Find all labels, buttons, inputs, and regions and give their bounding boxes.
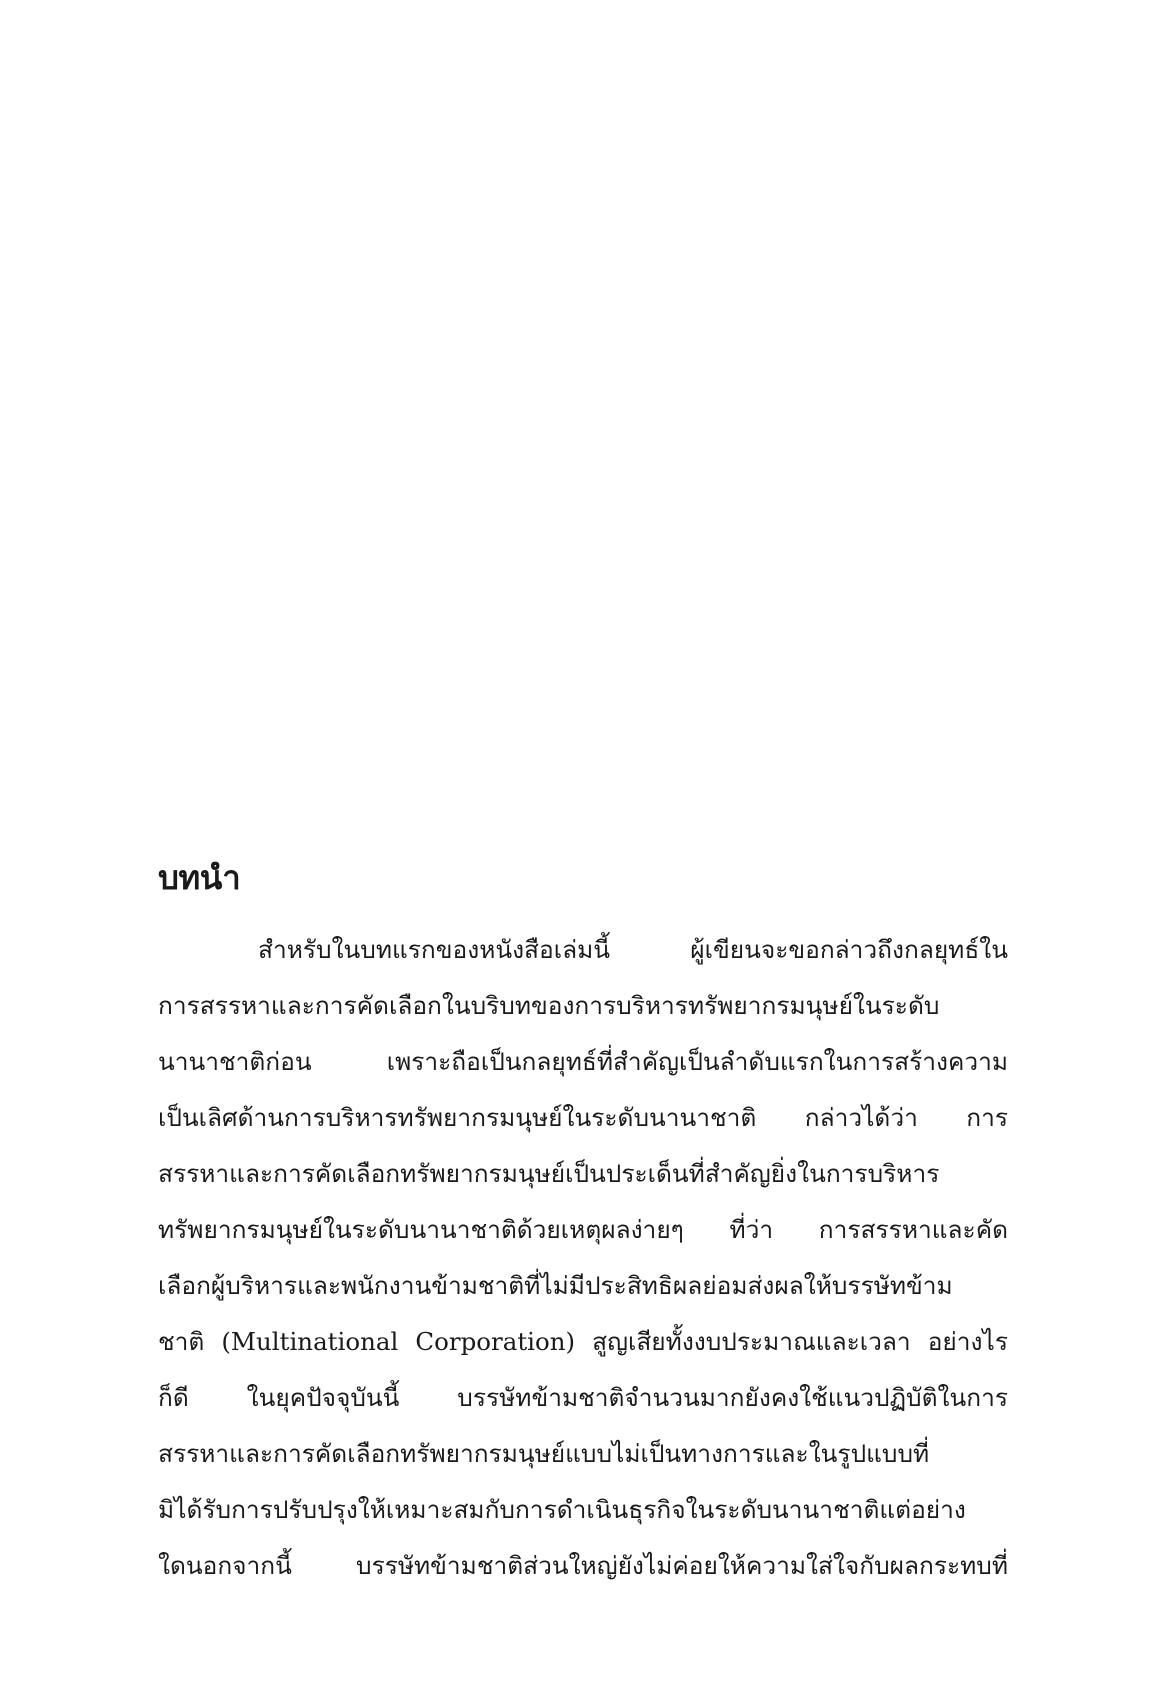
- paragraph-line: ทรัพยากรมนุษย์ในระดับนานาชาติด้วยเหตุผลง่ายๆ ที่ว่า การสรรหาและคัด: [158, 1215, 1008, 1244]
- paragraph-line: มิได้รับการปรับปรุงให้เหมาะสมกับการดำเนินธุรกิจในระดับนานาชาติแต่อย่าง: [158, 1495, 966, 1524]
- body-paragraph: [158, 922, 1008, 1594]
- paragraph-line: นานาชาติก่อน เพราะถือเป็นกลยุทธ์ที่สำคัญเป็นลำดับแรกในการสร้างความ: [158, 1047, 1008, 1076]
- paragraph-line: สำหรับในบทแรกของหนังสือเล่มนี้ ผู้เขียนจะขอกล่าวถึงกลยุทธ์ใน: [258, 935, 1008, 964]
- paragraph-line: การสรรหาและการคัดเลือกในบริบทของการบริหารทรัพยากรมนุษย์ในระดับ: [158, 991, 940, 1020]
- paragraph-line: ชาติ (Multinational Corporation) สูญเสียทั้งงบประมาณและเวลา อย่างไร: [158, 1327, 1008, 1356]
- paragraph-line: ใดนอกจากนี้ บรรษัทข้ามชาติส่วนใหญ่ยังไม่ค่อยให้ความใส่ใจกับผลกระทบที่: [158, 1551, 1008, 1580]
- paragraph-line: เลือกผู้บริหารและพนักงานข้ามชาติที่ไม่มีประสิทธิผลย่อมส่งผลให้บรรษัทข้าม: [158, 1271, 953, 1300]
- paragraph-line: สรรหาและการคัดเลือกทรัพยากรมนุษย์เป็นประเด็นที่สำคัญยิ่งในการบริหาร: [158, 1159, 940, 1188]
- paragraph-line: สรรหาและการคัดเลือกทรัพยากรมนุษย์แบบไม่เป็นทางการและในรูปแบบที่: [158, 1439, 930, 1468]
- paragraph-line: ก็ดี ในยุคปัจจุบันนี้ บรรษัทข้ามชาติจำนวนมากยังคงใช้แนวปฏิบัติในการ: [158, 1383, 1008, 1412]
- paragraph-line: เป็นเลิศด้านการบริหารทรัพยากรมนุษย์ในระดับนานาชาติ กล่าวได้ว่า การ: [158, 1103, 1008, 1132]
- chapter-heading: บทนำ: [158, 858, 241, 897]
